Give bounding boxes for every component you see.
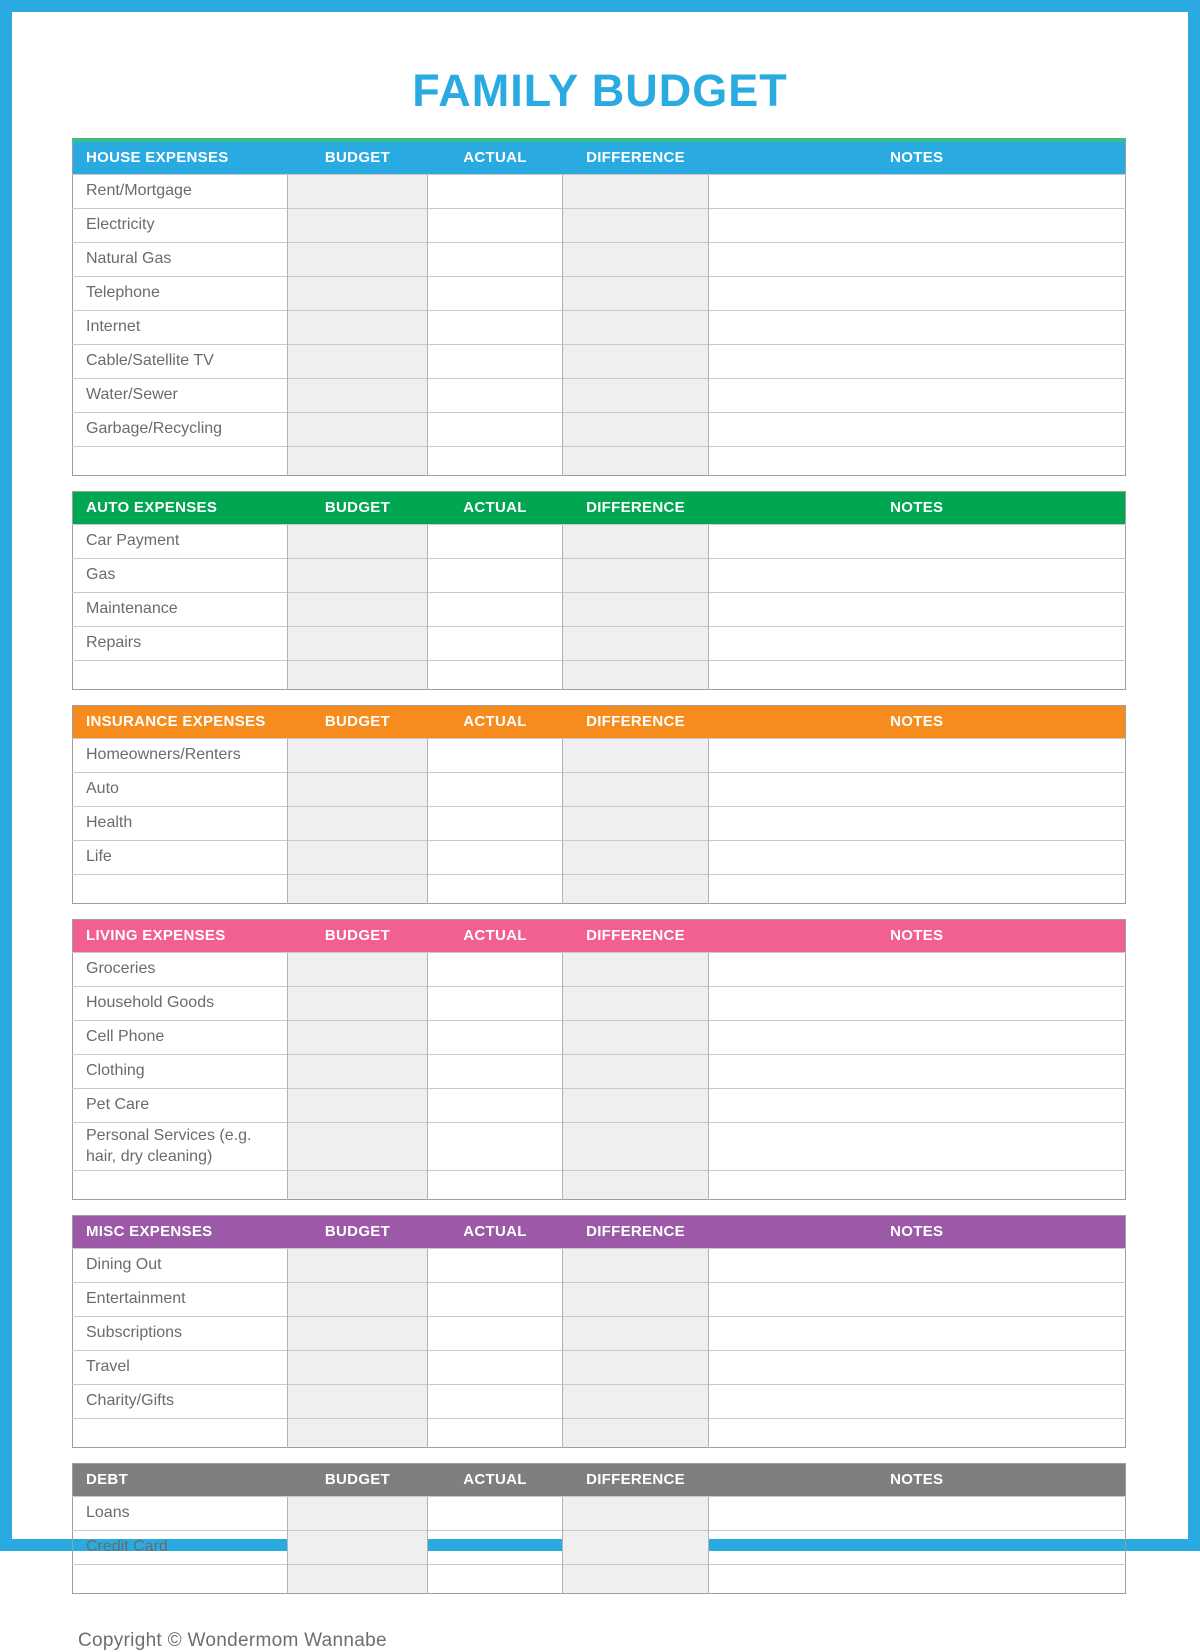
difference-cell: [563, 378, 709, 412]
actual-cell: [428, 310, 563, 344]
row-label-cell: [73, 1418, 288, 1447]
difference-cell: [563, 1316, 709, 1350]
row-label-cell: Travel: [73, 1350, 288, 1384]
row-label-cell: Entertainment: [73, 1282, 288, 1316]
budget-cell: [288, 310, 428, 344]
difference-cell: [563, 1384, 709, 1418]
actual-cell: [428, 1248, 563, 1282]
expense-row: [73, 1350, 1126, 1384]
notes-cell: [709, 1054, 1126, 1088]
row-label-cell: Natural Gas: [73, 242, 288, 276]
row-label-cell: Maintenance: [73, 592, 288, 626]
section-title: DEBT: [86, 1471, 129, 1489]
expense-row: [73, 310, 1126, 344]
actual-cell: [428, 1418, 563, 1447]
row-label-cell: Homeowners/Renters: [73, 738, 288, 772]
budget-cell: [288, 1122, 428, 1170]
actual-cell: [428, 874, 563, 903]
expense-row: [73, 1020, 1126, 1054]
blank-row: [73, 660, 1126, 689]
column-header-difference: DIFFERENCE: [586, 499, 685, 516]
row-label-cell: Groceries: [73, 952, 288, 986]
budget-cell: [288, 174, 428, 208]
row-label-cell: [73, 1564, 288, 1593]
budget-cell: [288, 412, 428, 446]
budget-cell: [288, 592, 428, 626]
row-label-cell: Personal Services (e.g. hair, dry cleaning): [73, 1122, 288, 1170]
notes-cell: [709, 592, 1126, 626]
difference-cell: [563, 806, 709, 840]
actual-cell: [428, 840, 563, 874]
actual-cell: [428, 986, 563, 1020]
column-header-difference: DIFFERENCE: [586, 149, 685, 166]
blank-row: [73, 874, 1126, 903]
notes-cell: [709, 174, 1126, 208]
notes-cell: [709, 1122, 1126, 1170]
blank-row: [73, 1564, 1126, 1593]
copyright-text: Copyright © Wondermom Wannabe: [78, 1629, 387, 1651]
budget-cell: [288, 952, 428, 986]
notes-cell: [709, 1496, 1126, 1530]
difference-cell: [563, 412, 709, 446]
actual-cell: [428, 1496, 563, 1530]
column-header-budget: BUDGET: [324, 1471, 391, 1489]
budget-cell: [288, 840, 428, 874]
difference-cell: [563, 344, 709, 378]
notes-cell: [709, 806, 1126, 840]
row-label-cell: Pet Care: [73, 1088, 288, 1122]
row-label-cell: [73, 874, 288, 903]
budget-cell: [288, 208, 428, 242]
actual-cell: [428, 592, 563, 626]
row-label-cell: [73, 446, 288, 475]
budget-cell: [288, 1384, 428, 1418]
notes-cell: [709, 1248, 1126, 1282]
budget-cell: [288, 806, 428, 840]
notes-cell: [709, 276, 1126, 310]
notes-cell: [709, 1316, 1126, 1350]
notes-cell: [709, 208, 1126, 242]
notes-cell: [709, 660, 1126, 689]
section-header-row: [73, 1463, 1126, 1496]
actual-cell: [428, 276, 563, 310]
column-header-actual: ACTUAL: [463, 1223, 527, 1241]
column-header-budget: BUDGET: [324, 1223, 391, 1241]
budget-cell: [288, 344, 428, 378]
row-label-cell: Rent/Mortgage: [73, 174, 288, 208]
section-title: LIVING EXPENSES: [86, 927, 226, 944]
budget-cell: [288, 1418, 428, 1447]
budget-cell: [288, 626, 428, 660]
notes-cell: [709, 446, 1126, 475]
actual-cell: [428, 660, 563, 689]
row-label-cell: Subscriptions: [73, 1316, 288, 1350]
row-label-cell: Electricity: [73, 208, 288, 242]
row-label-cell: Credit Card: [73, 1530, 288, 1564]
expense-row: [73, 1496, 1126, 1530]
row-label-cell: Water/Sewer: [73, 378, 288, 412]
column-header-notes: NOTES: [890, 927, 944, 944]
actual-cell: [428, 446, 563, 475]
section-table-debt: [72, 1463, 1126, 1594]
section-header-row: [73, 491, 1126, 524]
section-title: MISC EXPENSES: [86, 1223, 213, 1241]
section-table-auto-expenses: [72, 491, 1126, 690]
difference-cell: [563, 1122, 709, 1170]
budget-cell: [288, 276, 428, 310]
row-label-cell: Garbage/Recycling: [73, 412, 288, 446]
budget-tables: [12, 138, 1188, 1594]
actual-cell: [428, 626, 563, 660]
column-header-actual: ACTUAL: [463, 149, 527, 166]
section-header-row: [73, 1215, 1126, 1248]
difference-cell: [563, 276, 709, 310]
row-label-cell: [73, 1170, 288, 1199]
notes-cell: [709, 772, 1126, 806]
notes-cell: [709, 1384, 1126, 1418]
expense-row: [73, 1054, 1126, 1088]
budget-cell: [288, 1350, 428, 1384]
difference-cell: [563, 524, 709, 558]
notes-cell: [709, 558, 1126, 592]
difference-cell: [563, 446, 709, 475]
actual-cell: [428, 174, 563, 208]
column-header-actual: ACTUAL: [463, 499, 527, 516]
budget-cell: [288, 874, 428, 903]
notes-cell: [709, 242, 1126, 276]
notes-cell: [709, 874, 1126, 903]
column-header-actual: ACTUAL: [463, 1471, 527, 1489]
notes-cell: [709, 524, 1126, 558]
difference-cell: [563, 738, 709, 772]
expense-row: [73, 772, 1126, 806]
notes-cell: [709, 986, 1126, 1020]
notes-cell: [709, 344, 1126, 378]
notes-cell: [709, 1530, 1126, 1564]
actual-cell: [428, 1054, 563, 1088]
difference-cell: [563, 772, 709, 806]
actual-cell: [428, 952, 563, 986]
notes-cell: [709, 952, 1126, 986]
section-title: AUTO EXPENSES: [86, 499, 218, 516]
budget-cell: [288, 772, 428, 806]
row-label-cell: Health: [73, 806, 288, 840]
difference-cell: [563, 1496, 709, 1530]
expense-row: [73, 626, 1126, 660]
difference-cell: [563, 208, 709, 242]
budget-cell: [288, 524, 428, 558]
row-label-cell: Dining Out: [73, 1248, 288, 1282]
section-header-row: [73, 140, 1126, 175]
expense-row: [73, 1316, 1126, 1350]
notes-cell: [709, 738, 1126, 772]
notes-cell: [709, 1170, 1126, 1199]
difference-cell: [563, 1418, 709, 1447]
column-header-notes: NOTES: [890, 499, 944, 516]
section-header-row: [73, 919, 1126, 952]
row-label-cell: Auto: [73, 772, 288, 806]
section-header-row: [73, 705, 1126, 738]
blank-row: [73, 1418, 1126, 1447]
difference-cell: [563, 626, 709, 660]
expense-row: [73, 524, 1126, 558]
row-label-cell: Gas: [73, 558, 288, 592]
expense-row: [73, 592, 1126, 626]
notes-cell: [709, 840, 1126, 874]
difference-cell: [563, 1170, 709, 1199]
actual-cell: [428, 772, 563, 806]
column-header-difference: DIFFERENCE: [586, 927, 685, 944]
expense-row: [73, 208, 1126, 242]
expense-row: [73, 952, 1126, 986]
budget-cell: [288, 446, 428, 475]
budget-cell: [288, 1282, 428, 1316]
expense-row: [73, 1248, 1126, 1282]
difference-cell: [563, 986, 709, 1020]
actual-cell: [428, 242, 563, 276]
budget-cell: [288, 558, 428, 592]
notes-cell: [709, 378, 1126, 412]
difference-cell: [563, 1020, 709, 1054]
budget-cell: [288, 1020, 428, 1054]
row-label-cell: [73, 660, 288, 689]
actual-cell: [428, 378, 563, 412]
expense-row: [73, 412, 1126, 446]
page-title: FAMILY BUDGET: [412, 65, 788, 116]
blank-row: [73, 1170, 1126, 1199]
row-label-cell: Internet: [73, 310, 288, 344]
difference-cell: [563, 1350, 709, 1384]
expense-row: [73, 986, 1126, 1020]
column-header-actual: ACTUAL: [463, 713, 527, 730]
actual-cell: [428, 1350, 563, 1384]
row-label-cell: Loans: [73, 1496, 288, 1530]
actual-cell: [428, 806, 563, 840]
section-table-house-expenses: [72, 138, 1126, 476]
expense-row: [73, 840, 1126, 874]
column-header-notes: NOTES: [890, 1223, 944, 1241]
notes-cell: [709, 1282, 1126, 1316]
difference-cell: [563, 174, 709, 208]
section-table-insurance-expenses: [72, 705, 1126, 904]
notes-cell: [709, 1350, 1126, 1384]
difference-cell: [563, 592, 709, 626]
actual-cell: [428, 558, 563, 592]
column-header-budget: BUDGET: [324, 499, 391, 516]
expense-row: [73, 344, 1126, 378]
difference-cell: [563, 1248, 709, 1282]
difference-cell: [563, 874, 709, 903]
notes-cell: [709, 1564, 1126, 1593]
notes-cell: [709, 626, 1126, 660]
notes-cell: [709, 1088, 1126, 1122]
actual-cell: [428, 1170, 563, 1199]
expense-row: [73, 558, 1126, 592]
difference-cell: [563, 1054, 709, 1088]
actual-cell: [428, 208, 563, 242]
difference-cell: [563, 1530, 709, 1564]
actual-cell: [428, 738, 563, 772]
section-table-living-expenses: [72, 919, 1126, 1200]
budget-cell: [288, 1316, 428, 1350]
row-label-cell: Cell Phone: [73, 1020, 288, 1054]
column-header-budget: BUDGET: [324, 927, 391, 944]
budget-cell: [288, 1088, 428, 1122]
blank-row: [73, 446, 1126, 475]
budget-cell: [288, 1170, 428, 1199]
difference-cell: [563, 310, 709, 344]
notes-cell: [709, 310, 1126, 344]
column-header-actual: ACTUAL: [463, 927, 527, 944]
column-header-difference: DIFFERENCE: [586, 1471, 685, 1489]
column-header-budget: BUDGET: [324, 149, 391, 166]
budget-cell: [288, 1496, 428, 1530]
budget-cell: [288, 1530, 428, 1564]
row-label-cell: Charity/Gifts: [73, 1384, 288, 1418]
row-label-cell: Household Goods: [73, 986, 288, 1020]
budget-cell: [288, 660, 428, 689]
expense-row: [73, 1122, 1126, 1170]
section-table-misc-expenses: [72, 1215, 1126, 1448]
actual-cell: [428, 1020, 563, 1054]
notes-cell: [709, 1020, 1126, 1054]
budget-cell: [288, 986, 428, 1020]
column-header-notes: NOTES: [890, 713, 944, 730]
difference-cell: [563, 1088, 709, 1122]
actual-cell: [428, 524, 563, 558]
expense-row: [73, 738, 1126, 772]
section-title: HOUSE EXPENSES: [86, 149, 229, 166]
notes-cell: [709, 1418, 1126, 1447]
actual-cell: [428, 1384, 563, 1418]
expense-row: [73, 1384, 1126, 1418]
difference-cell: [563, 1282, 709, 1316]
expense-row: [73, 174, 1126, 208]
difference-cell: [563, 1564, 709, 1593]
row-label-cell: Cable/Satellite TV: [73, 344, 288, 378]
section-title: INSURANCE EXPENSES: [86, 713, 266, 730]
column-header-notes: NOTES: [890, 149, 944, 166]
expense-row: [73, 1530, 1126, 1564]
actual-cell: [428, 1122, 563, 1170]
actual-cell: [428, 1530, 563, 1564]
expense-row: [73, 378, 1126, 412]
expense-row: [73, 1282, 1126, 1316]
budget-cell: [288, 242, 428, 276]
actual-cell: [428, 1088, 563, 1122]
actual-cell: [428, 1316, 563, 1350]
difference-cell: [563, 840, 709, 874]
difference-cell: [563, 558, 709, 592]
difference-cell: [563, 952, 709, 986]
actual-cell: [428, 1564, 563, 1593]
budget-cell: [288, 378, 428, 412]
budget-cell: [288, 1248, 428, 1282]
row-label-cell: Clothing: [73, 1054, 288, 1088]
actual-cell: [428, 412, 563, 446]
column-header-difference: DIFFERENCE: [586, 1223, 685, 1241]
difference-cell: [563, 660, 709, 689]
row-label-cell: Repairs: [73, 626, 288, 660]
difference-cell: [563, 242, 709, 276]
notes-cell: [709, 412, 1126, 446]
column-header-difference: DIFFERENCE: [586, 713, 685, 730]
actual-cell: [428, 344, 563, 378]
expense-row: [73, 1088, 1126, 1122]
column-header-notes: NOTES: [890, 1471, 944, 1489]
budget-cell: [288, 738, 428, 772]
row-label-cell: Life: [73, 840, 288, 874]
expense-row: [73, 242, 1126, 276]
budget-cell: [288, 1054, 428, 1088]
column-header-budget: BUDGET: [324, 713, 391, 730]
row-label-cell: Car Payment: [73, 524, 288, 558]
actual-cell: [428, 1282, 563, 1316]
expense-row: [73, 276, 1126, 310]
row-label-cell: Telephone: [73, 276, 288, 310]
budget-cell: [288, 1564, 428, 1593]
expense-row: [73, 806, 1126, 840]
